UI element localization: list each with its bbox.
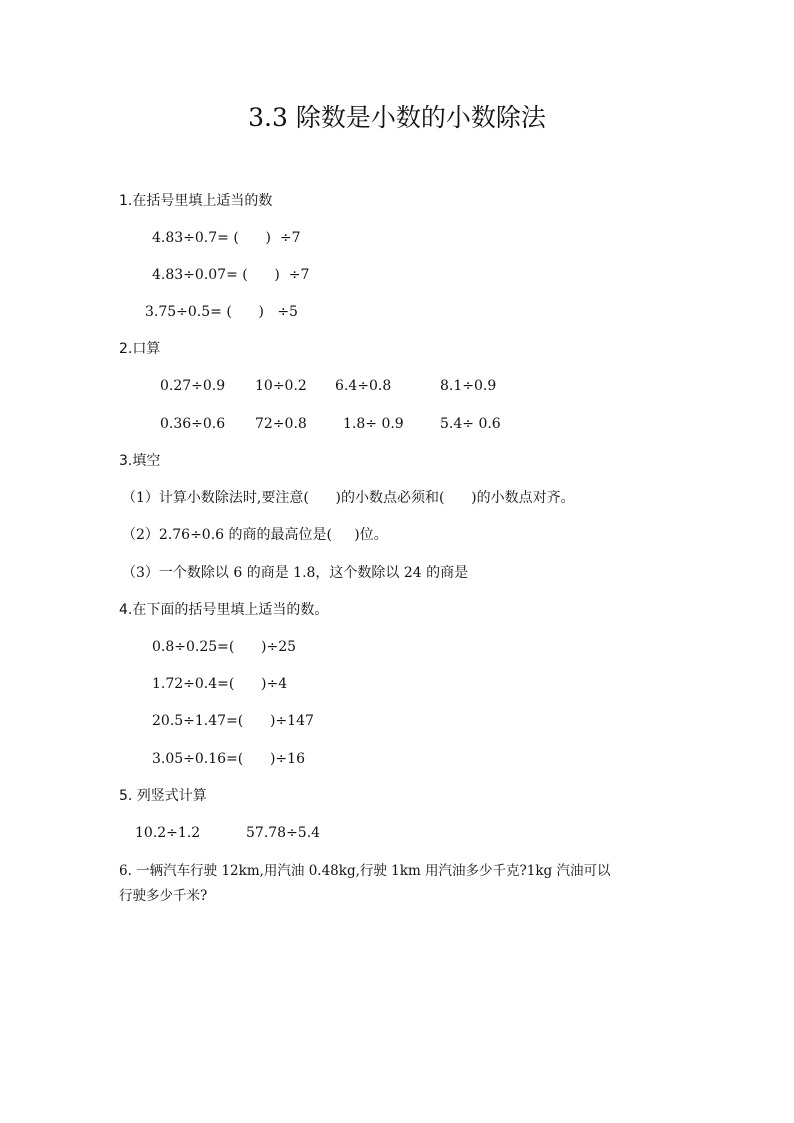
q3-item-1: （1）计算小数除法时,要注意( )的小数点必须和( )的小数点对齐。 <box>122 490 575 506</box>
q4-item-4: 3.05÷0.16=( )÷16 <box>152 751 305 767</box>
q5-item-1: 10.2÷1.2 <box>135 825 201 841</box>
q1-item-2: 4.83÷0.07= ( ) ÷7 <box>152 267 310 283</box>
q3-heading: 3.填空 <box>119 453 161 469</box>
q1-item-3: 3.75÷0.5= ( ) ÷5 <box>145 304 298 320</box>
page-title: 3.3 除数是小数的小数除法 <box>248 103 546 132</box>
q1-heading: 1.在括号里填上适当的数 <box>119 193 273 209</box>
q4-item-3: 20.5÷1.47=( )÷147 <box>152 713 314 729</box>
q2-r1-c4: 8.1÷0.9 <box>440 378 497 394</box>
q6-line-2: 行驶多少千米? <box>119 888 208 904</box>
q2-r2-c3: 1.8÷ 0.9 <box>343 416 404 432</box>
q4-item-1: 0.8÷0.25=( )÷25 <box>152 639 297 655</box>
q5-heading: 5. 列竖式计算 <box>119 788 207 804</box>
q2-r2-c1: 0.36÷0.6 <box>160 416 226 432</box>
q5-item-2: 57.78÷5.4 <box>246 825 321 841</box>
q2-r1-c3: 6.4÷0.8 <box>335 378 392 394</box>
q2-r2-c4: 5.4÷ 0.6 <box>440 416 501 432</box>
q3-item-3: （3）一个数除以 6 的商是 1.8，这个数除以 24 的商是 <box>122 565 469 581</box>
q2-r1-c2: 10÷0.2 <box>255 378 307 394</box>
q2-r2-c2: 72÷0.8 <box>255 416 307 432</box>
q4-item-2: 1.72÷0.4=( )÷4 <box>152 676 288 692</box>
q2-heading: 2.口算 <box>119 341 161 357</box>
q2-r1-c1: 0.27÷0.9 <box>160 378 226 394</box>
q3-item-2: （2）2.76÷0.6 的商的最高位是( )位。 <box>122 527 388 543</box>
q1-item-1: 4.83÷0.7= ( ) ÷7 <box>152 230 301 246</box>
q4-heading: 4.在下面的括号里填上适当的数。 <box>119 602 329 618</box>
q6-line-1: 6. 一辆汽车行驶 12km,用汽油 0.48kg,行驶 1km 用汽油多少千克?1kg 汽油可以 <box>119 863 611 879</box>
